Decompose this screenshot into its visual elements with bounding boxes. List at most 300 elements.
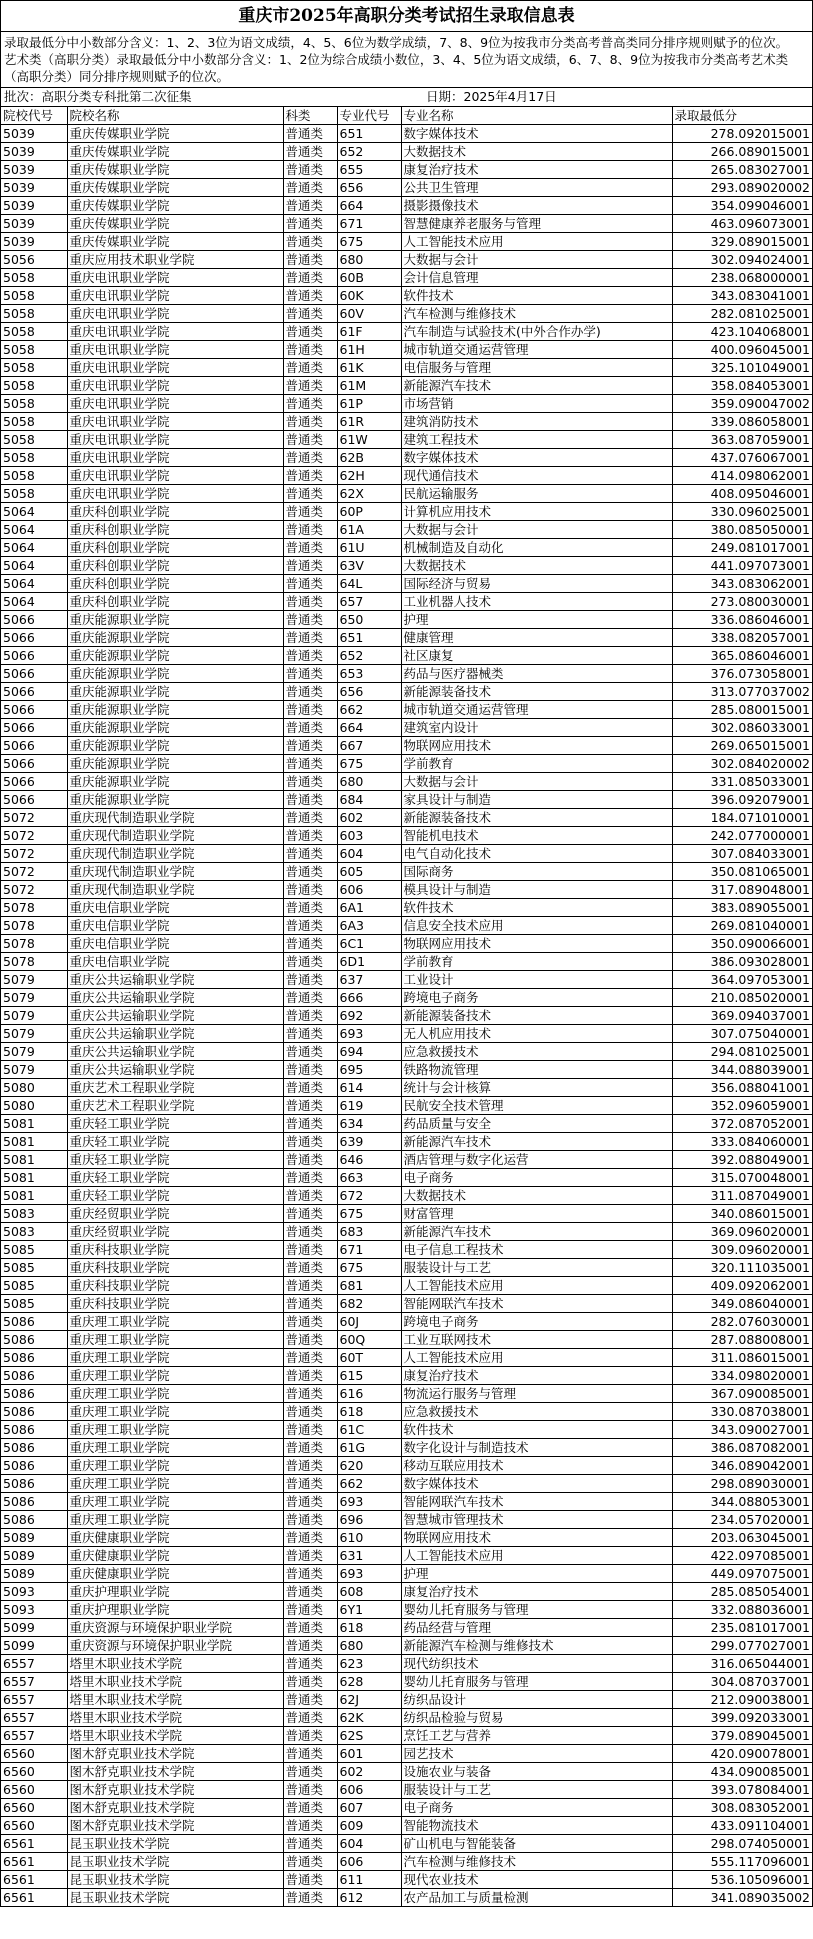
cell-school-name: 图木舒克职业技术学院 [67, 1817, 283, 1835]
cell-major-code: 667 [337, 737, 401, 755]
cell-school-name: 图木舒克职业技术学院 [67, 1745, 283, 1763]
cell-school-code: 5066 [1, 737, 67, 755]
cell-major-code: 62K [337, 1709, 401, 1727]
cell-category: 普通类 [283, 503, 337, 521]
cell-school-code: 5086 [1, 1403, 67, 1421]
cell-school-name: 重庆现代制造职业学院 [67, 827, 283, 845]
cell-school-code: 6557 [1, 1727, 67, 1745]
cell-major-name: 软件技术 [401, 287, 672, 305]
cell-school-name: 重庆电讯职业学院 [67, 323, 283, 341]
cell-school-name: 重庆传媒职业学院 [67, 233, 283, 251]
cell-min-score: 386.087082001 [672, 1439, 812, 1457]
cell-category: 普通类 [283, 1763, 337, 1781]
cell-school-code: 5072 [1, 827, 67, 845]
cell-min-score: 463.096073001 [672, 215, 812, 233]
table-row [1, 341, 812, 359]
table-row [1, 683, 812, 701]
table-row [1, 1439, 812, 1457]
cell-major-code: 680 [337, 773, 401, 791]
cell-major-code: 664 [337, 719, 401, 737]
cell-category: 普通类 [283, 431, 337, 449]
cell-major-code: 620 [337, 1457, 401, 1475]
cell-category: 普通类 [283, 881, 337, 899]
cell-category: 普通类 [283, 917, 337, 935]
table-row [1, 629, 812, 647]
table-row [1, 1133, 812, 1151]
cell-school-code: 5085 [1, 1241, 67, 1259]
cell-major-code: 6A1 [337, 899, 401, 917]
cell-major-code: 606 [337, 1853, 401, 1871]
cell-school-code: 5078 [1, 953, 67, 971]
table-row [1, 1601, 812, 1619]
table-row [1, 1655, 812, 1673]
cell-school-name: 重庆轻工职业学院 [67, 1151, 283, 1169]
cell-major-name: 人工智能技术应用 [401, 1277, 672, 1295]
table-row [1, 1547, 812, 1565]
cell-major-name: 纺织品检验与贸易 [401, 1709, 672, 1727]
cell-major-code: 680 [337, 251, 401, 269]
cell-category: 普通类 [283, 1817, 337, 1835]
table-row [1, 773, 812, 791]
cell-min-score: 433.091104001 [672, 1817, 812, 1835]
cell-category: 普通类 [283, 1151, 337, 1169]
table-row [1, 845, 812, 863]
cell-major-code: 680 [337, 1637, 401, 1655]
cell-category: 普通类 [283, 899, 337, 917]
table-row [1, 611, 812, 629]
cell-category: 普通类 [283, 827, 337, 845]
cell-school-name: 重庆经贸职业学院 [67, 1223, 283, 1241]
batch-row [1, 88, 812, 107]
cell-school-code: 5039 [1, 197, 67, 215]
cell-school-code: 5064 [1, 575, 67, 593]
cell-major-code: 604 [337, 1835, 401, 1853]
table-row [1, 1151, 812, 1169]
cell-major-code: 601 [337, 1745, 401, 1763]
cell-major-code: 675 [337, 1259, 401, 1277]
cell-major-code: 60J [337, 1313, 401, 1331]
cell-major-code: 634 [337, 1115, 401, 1133]
cell-school-code: 6560 [1, 1799, 67, 1817]
cell-school-code: 5086 [1, 1331, 67, 1349]
cell-category: 普通类 [283, 1583, 337, 1601]
cell-major-code: 662 [337, 1475, 401, 1493]
cell-category: 普通类 [283, 989, 337, 1007]
cell-major-name: 智慧城市管理技术 [401, 1511, 672, 1529]
cell-school-code: 5058 [1, 341, 67, 359]
cell-min-score: 298.074050001 [672, 1835, 812, 1853]
cell-major-name: 新能源汽车检测与维修技术 [401, 1637, 672, 1655]
table-row [1, 269, 812, 287]
cell-school-code: 5066 [1, 755, 67, 773]
cell-major-name: 建筑室内设计 [401, 719, 672, 737]
cell-min-score: 339.086058001 [672, 413, 812, 431]
table-row [1, 1889, 812, 1907]
cell-school-code: 5064 [1, 503, 67, 521]
cell-major-code: 60Q [337, 1331, 401, 1349]
cell-school-code: 5039 [1, 215, 67, 233]
table-row [1, 1259, 812, 1277]
table-row [1, 503, 812, 521]
table-row [1, 1817, 812, 1835]
cell-major-name: 现代农业技术 [401, 1871, 672, 1889]
cell-major-code: 682 [337, 1295, 401, 1313]
cell-min-score: 304.087037001 [672, 1673, 812, 1691]
cell-major-name: 数字媒体技术 [401, 1475, 672, 1493]
cell-major-code: 695 [337, 1061, 401, 1079]
table-row [1, 737, 812, 755]
cell-major-name: 会计信息管理 [401, 269, 672, 287]
cell-major-name: 健康管理 [401, 629, 672, 647]
cell-major-code: 611 [337, 1871, 401, 1889]
cell-major-code: 662 [337, 701, 401, 719]
cell-school-name: 重庆健康职业学院 [67, 1529, 283, 1547]
cell-min-score: 441.097073001 [672, 557, 812, 575]
cell-school-code: 5066 [1, 647, 67, 665]
score-note [1, 32, 812, 88]
cell-major-code: 651 [337, 125, 401, 143]
cell-school-name: 重庆电讯职业学院 [67, 359, 283, 377]
cell-min-score: 340.086015001 [672, 1205, 812, 1223]
cell-major-name: 数字媒体技术 [401, 449, 672, 467]
cell-school-name: 重庆能源职业学院 [67, 629, 283, 647]
cell-min-score: 344.088053001 [672, 1493, 812, 1511]
table-row [1, 1061, 812, 1079]
cell-school-code: 5089 [1, 1547, 67, 1565]
cell-major-code: 650 [337, 611, 401, 629]
table-row [1, 1853, 812, 1871]
cell-major-name: 计算机应用技术 [401, 503, 672, 521]
cell-min-score: 343.090027001 [672, 1421, 812, 1439]
cell-school-name: 昆玉职业技术学院 [67, 1889, 283, 1907]
cell-school-name: 重庆传媒职业学院 [67, 197, 283, 215]
cell-major-code: 693 [337, 1565, 401, 1583]
cell-school-name: 重庆轻工职业学院 [67, 1115, 283, 1133]
table-row [1, 1727, 812, 1745]
cell-school-code: 5086 [1, 1313, 67, 1331]
cell-min-score: 369.096020001 [672, 1223, 812, 1241]
cell-school-code: 5079 [1, 989, 67, 1007]
cell-min-score: 346.089042001 [672, 1457, 812, 1475]
table-row [1, 1475, 812, 1493]
cell-min-score: 331.085033001 [672, 773, 812, 791]
cell-category: 普通类 [283, 1169, 337, 1187]
cell-major-code: 631 [337, 1547, 401, 1565]
cell-min-score: 316.065044001 [672, 1655, 812, 1673]
cell-school-name: 重庆能源职业学院 [67, 755, 283, 773]
cell-school-name: 重庆理工职业学院 [67, 1457, 283, 1475]
cell-category: 普通类 [283, 269, 337, 287]
cell-school-code: 6557 [1, 1655, 67, 1673]
table-row [1, 971, 812, 989]
cell-major-code: 671 [337, 1241, 401, 1259]
cell-major-code: 604 [337, 845, 401, 863]
table-row [1, 647, 812, 665]
cell-min-score: 414.098062001 [672, 467, 812, 485]
cell-major-name: 模具设计与制造 [401, 881, 672, 899]
cell-category: 普通类 [283, 341, 337, 359]
table-row [1, 1637, 812, 1655]
cell-min-score: 369.094037001 [672, 1007, 812, 1025]
cell-school-name: 重庆应用技术职业学院 [67, 251, 283, 269]
cell-school-name: 重庆科技职业学院 [67, 1259, 283, 1277]
cell-category: 普通类 [283, 143, 337, 161]
cell-category: 普通类 [283, 1835, 337, 1853]
table-row [1, 1763, 812, 1781]
cell-min-score: 434.090085001 [672, 1763, 812, 1781]
cell-major-name: 大数据技术 [401, 1187, 672, 1205]
cell-school-name: 重庆电信职业学院 [67, 953, 283, 971]
table-row [1, 1781, 812, 1799]
table-row [1, 359, 812, 377]
table-row [1, 701, 812, 719]
cell-category: 普通类 [283, 683, 337, 701]
cell-category: 普通类 [283, 1655, 337, 1673]
cell-school-name: 重庆理工职业学院 [67, 1331, 283, 1349]
cell-category: 普通类 [283, 1367, 337, 1385]
cell-category: 普通类 [283, 539, 337, 557]
cell-school-code: 5079 [1, 1043, 67, 1061]
cell-category: 普通类 [283, 1547, 337, 1565]
cell-school-code: 5066 [1, 791, 67, 809]
table-row [1, 1169, 812, 1187]
cell-min-score: 242.077000001 [672, 827, 812, 845]
cell-min-score: 294.081025001 [672, 1043, 812, 1061]
cell-min-score: 299.077027001 [672, 1637, 812, 1655]
table-row [1, 917, 812, 935]
cell-major-code: 623 [337, 1655, 401, 1673]
cell-min-score: 423.104068001 [672, 323, 812, 341]
cell-min-score: 325.101049001 [672, 359, 812, 377]
cell-school-code: 5058 [1, 413, 67, 431]
cell-major-name: 服装设计与工艺 [401, 1781, 672, 1799]
cell-category: 普通类 [283, 1673, 337, 1691]
cell-category: 普通类 [283, 449, 337, 467]
cell-school-name: 重庆电信职业学院 [67, 917, 283, 935]
cell-major-name: 国际经济与贸易 [401, 575, 672, 593]
cell-major-name: 康复治疗技术 [401, 1367, 672, 1385]
cell-major-name: 民航运输服务 [401, 485, 672, 503]
cell-major-code: 602 [337, 1763, 401, 1781]
cell-school-code: 6561 [1, 1835, 67, 1853]
cell-min-score: 302.084020002 [672, 755, 812, 773]
cell-school-name: 重庆艺术工程职业学院 [67, 1097, 283, 1115]
table-row [1, 1871, 812, 1889]
cell-min-score: 341.089035002 [672, 1889, 812, 1907]
cell-school-code: 5072 [1, 881, 67, 899]
cell-school-name: 重庆科创职业学院 [67, 539, 283, 557]
cell-category: 普通类 [283, 125, 337, 143]
cell-school-name: 重庆艺术工程职业学院 [67, 1079, 283, 1097]
table-row [1, 395, 812, 413]
cell-major-code: 693 [337, 1493, 401, 1511]
cell-school-name: 塔里木职业技术学院 [67, 1727, 283, 1745]
cell-category: 普通类 [283, 737, 337, 755]
cell-min-score: 282.076030001 [672, 1313, 812, 1331]
cell-major-code: 603 [337, 827, 401, 845]
cell-min-score: 302.094024001 [672, 251, 812, 269]
cell-major-name: 设施农业与装备 [401, 1763, 672, 1781]
cell-category: 普通类 [283, 521, 337, 539]
cell-major-name: 铁路物流管理 [401, 1061, 672, 1079]
cell-category: 普通类 [283, 467, 337, 485]
cell-school-code: 5085 [1, 1295, 67, 1313]
cell-major-code: 62S [337, 1727, 401, 1745]
cell-min-score: 380.085050001 [672, 521, 812, 539]
table-row [1, 1331, 812, 1349]
cell-major-name: 大数据与会计 [401, 251, 672, 269]
cell-category: 普通类 [283, 1115, 337, 1133]
cell-major-name: 智能机电技术 [401, 827, 672, 845]
cell-category: 普通类 [283, 1079, 337, 1097]
admission-table [1, 107, 812, 1907]
cell-major-code: 616 [337, 1385, 401, 1403]
cell-school-code: 6561 [1, 1871, 67, 1889]
cell-category: 普通类 [283, 1457, 337, 1475]
cell-school-code: 5058 [1, 269, 67, 287]
cell-major-name: 汽车检测与维修技术 [401, 305, 672, 323]
cell-major-name: 大数据与会计 [401, 521, 672, 539]
cell-school-code: 5072 [1, 845, 67, 863]
table-row [1, 1205, 812, 1223]
cell-school-code: 5086 [1, 1385, 67, 1403]
cell-min-score: 313.077037002 [672, 683, 812, 701]
cell-major-code: 619 [337, 1097, 401, 1115]
cell-major-name: 新能源汽车技术 [401, 1133, 672, 1151]
cell-major-code: 652 [337, 143, 401, 161]
cell-min-score: 307.084033001 [672, 845, 812, 863]
cell-school-name: 重庆电信职业学院 [67, 899, 283, 917]
cell-major-name: 财富管理 [401, 1205, 672, 1223]
cell-major-code: 681 [337, 1277, 401, 1295]
cell-school-code: 5072 [1, 809, 67, 827]
table-row [1, 161, 812, 179]
cell-school-code: 5039 [1, 179, 67, 197]
cell-category: 普通类 [283, 377, 337, 395]
cell-category: 普通类 [283, 953, 337, 971]
cell-major-name: 新能源装备技术 [401, 809, 672, 827]
table-row [1, 1079, 812, 1097]
cell-school-name: 重庆电讯职业学院 [67, 395, 283, 413]
cell-category: 普通类 [283, 1853, 337, 1871]
cell-school-name: 重庆公共运输职业学院 [67, 1007, 283, 1025]
cell-school-name: 重庆理工职业学院 [67, 1313, 283, 1331]
cell-min-score: 409.092062001 [672, 1277, 812, 1295]
cell-category: 普通类 [283, 935, 337, 953]
cell-min-score: 354.099046001 [672, 197, 812, 215]
cell-school-code: 5079 [1, 971, 67, 989]
cell-min-score: 249.081017001 [672, 539, 812, 557]
cell-min-score: 298.089030001 [672, 1475, 812, 1493]
cell-school-code: 5078 [1, 935, 67, 953]
cell-school-name: 重庆理工职业学院 [67, 1511, 283, 1529]
cell-school-code: 5066 [1, 665, 67, 683]
cell-school-name: 重庆轻工职业学院 [67, 1133, 283, 1151]
cell-major-code: 606 [337, 1781, 401, 1799]
cell-category: 普通类 [283, 1187, 337, 1205]
cell-min-score: 336.086046001 [672, 611, 812, 629]
cell-school-code: 5099 [1, 1637, 67, 1655]
table-row [1, 1835, 812, 1853]
cell-school-code: 5081 [1, 1115, 67, 1133]
cell-major-name: 农产品加工与质量检测 [401, 1889, 672, 1907]
cell-major-name: 汽车制造与试验技术(中外合作办学) [401, 323, 672, 341]
cell-school-name: 重庆能源职业学院 [67, 737, 283, 755]
cell-category: 普通类 [283, 575, 337, 593]
cell-category: 普通类 [283, 1475, 337, 1493]
cell-school-name: 重庆电讯职业学院 [67, 485, 283, 503]
cell-major-code: 61U [337, 539, 401, 557]
cell-major-name: 数字媒体技术 [401, 125, 672, 143]
table-row [1, 449, 812, 467]
cell-school-name: 重庆能源职业学院 [67, 665, 283, 683]
cell-min-score: 396.092079001 [672, 791, 812, 809]
cell-school-name: 重庆健康职业学院 [67, 1547, 283, 1565]
cell-category: 普通类 [283, 1637, 337, 1655]
cell-category: 普通类 [283, 1529, 337, 1547]
cell-min-score: 330.087038001 [672, 1403, 812, 1421]
cell-category: 普通类 [283, 863, 337, 881]
cell-category: 普通类 [283, 647, 337, 665]
cell-school-name: 重庆现代制造职业学院 [67, 845, 283, 863]
table-row [1, 1529, 812, 1547]
cell-min-score: 344.088039001 [672, 1061, 812, 1079]
cell-major-name: 服装设计与工艺 [401, 1259, 672, 1277]
cell-major-name: 汽车检测与维修技术 [401, 1853, 672, 1871]
cell-major-name: 智能网联汽车技术 [401, 1295, 672, 1313]
cell-school-name: 重庆能源职业学院 [67, 611, 283, 629]
table-row [1, 1565, 812, 1583]
cell-major-name: 机械制造及自动化 [401, 539, 672, 557]
cell-school-name: 重庆资源与环境保护职业学院 [67, 1637, 283, 1655]
table-row [1, 431, 812, 449]
cell-min-score: 392.088049001 [672, 1151, 812, 1169]
table-row [1, 557, 812, 575]
cell-major-code: 675 [337, 1205, 401, 1223]
cell-school-name: 重庆电讯职业学院 [67, 431, 283, 449]
cell-major-code: 61M [337, 377, 401, 395]
cell-school-code: 5058 [1, 431, 67, 449]
cell-school-name: 重庆传媒职业学院 [67, 215, 283, 233]
cell-category: 普通类 [283, 1025, 337, 1043]
cell-min-score: 212.090038001 [672, 1691, 812, 1709]
cell-category: 普通类 [283, 1565, 337, 1583]
cell-major-name: 无人机应用技术 [401, 1025, 672, 1043]
table-row [1, 1025, 812, 1043]
cell-school-name: 重庆能源职业学院 [67, 773, 283, 791]
cell-min-score: 343.083062001 [672, 575, 812, 593]
cell-school-code: 5058 [1, 485, 67, 503]
cell-major-name: 家具设计与制造 [401, 791, 672, 809]
cell-category: 普通类 [283, 1223, 337, 1241]
header-category: 科类 [283, 107, 337, 125]
cell-min-score: 420.090078001 [672, 1745, 812, 1763]
cell-school-code: 5099 [1, 1619, 67, 1637]
date-label: 日期：2025年4月17日 [426, 89, 557, 104]
cell-school-name: 重庆传媒职业学院 [67, 125, 283, 143]
cell-school-name: 重庆电讯职业学院 [67, 449, 283, 467]
cell-category: 普通类 [283, 1205, 337, 1223]
cell-major-name: 工业机器人技术 [401, 593, 672, 611]
cell-major-code: 666 [337, 989, 401, 1007]
table-row [1, 1349, 812, 1367]
cell-min-score: 320.111035001 [672, 1259, 812, 1277]
cell-major-code: 614 [337, 1079, 401, 1097]
cell-min-score: 302.086033001 [672, 719, 812, 737]
cell-min-score: 358.084053001 [672, 377, 812, 395]
cell-major-code: 692 [337, 1007, 401, 1025]
cell-school-code: 5081 [1, 1151, 67, 1169]
